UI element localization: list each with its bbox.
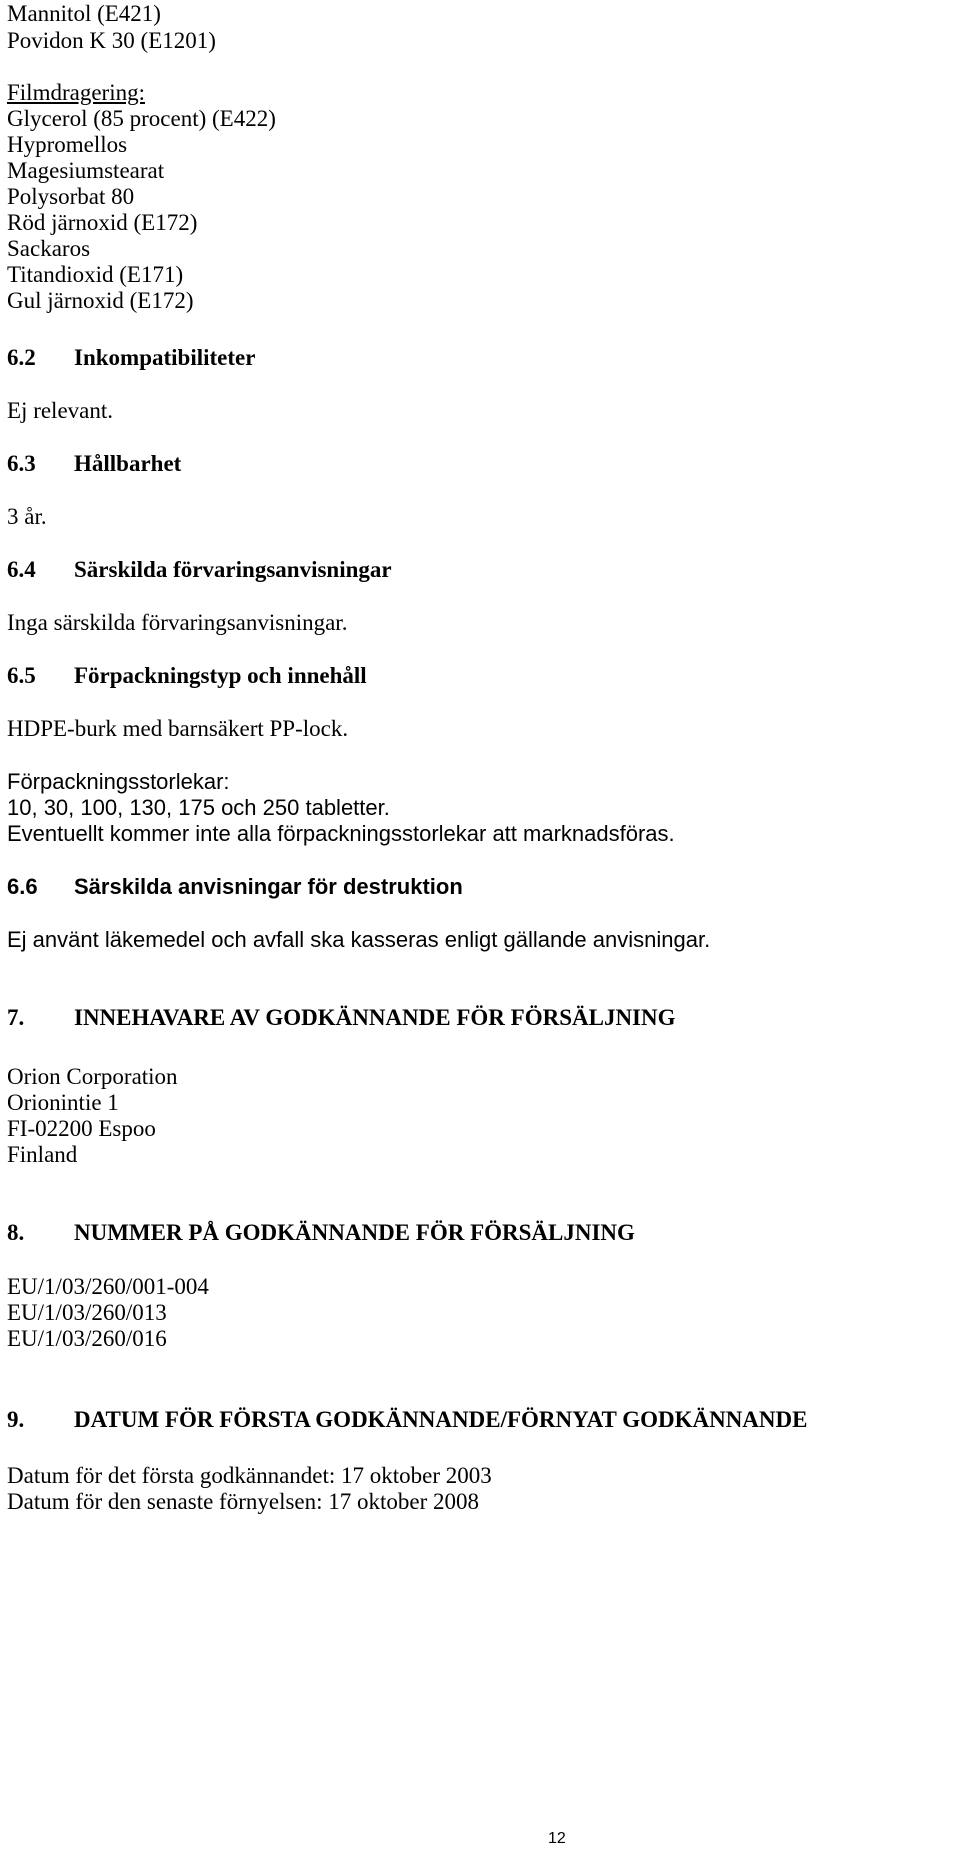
ingredient-line: Magesiumstearat	[7, 158, 165, 183]
pack-sizes-label: Förpackningsstorlekar:	[7, 769, 230, 794]
ingredient-line: Mannitol (E421)	[7, 1, 161, 26]
section-number: 6.5	[7, 663, 36, 688]
section-title: Särskilda anvisningar för destruktion	[74, 874, 463, 899]
address-line: Orionintie 1	[7, 1090, 119, 1115]
section-number: 6.3	[7, 451, 36, 476]
address-line: Orion Corporation	[7, 1064, 178, 1089]
section-body: Inga särskilda förvaringsanvisningar.	[7, 610, 348, 635]
page-number: 12	[548, 1830, 566, 1847]
section-title: Förpackningstyp och innehåll	[74, 663, 367, 688]
section-heading-6-4	[7, 556, 392, 584]
ingredient-line: Röd järnoxid (E172)	[7, 210, 198, 235]
section-title: DATUM FÖR FÖRSTA GODKÄNNANDE/FÖRNYAT GODKÄNNANDE	[74, 1407, 808, 1432]
ingredient-line: Polysorbat 80	[7, 184, 135, 209]
address-line: Finland	[7, 1142, 78, 1167]
section-body: HDPE-burk med barnsäkert PP-lock.	[7, 716, 349, 741]
authorisation-number: EU/1/03/260/016	[7, 1326, 167, 1351]
authorisation-number: EU/1/03/260/013	[7, 1300, 167, 1325]
section-heading-6-6	[7, 873, 463, 901]
section-number: 6.4	[7, 557, 36, 582]
section-heading-9	[7, 1406, 807, 1434]
section-title: Hållbarhet	[74, 451, 182, 476]
ingredient-line: Sackaros	[7, 236, 91, 261]
section-number: 9.	[7, 1407, 25, 1432]
section-number: 8.	[7, 1220, 25, 1245]
section-title: Inkompatibiliteter	[74, 345, 256, 370]
film-coating-label: Filmdragering:	[7, 80, 145, 105]
section-heading-6-2	[7, 344, 255, 372]
section-body: Ej använt läkemedel och avfall ska kasseras enligt gällande anvisningar.	[7, 927, 711, 952]
ingredient-line: Titandioxid (E171)	[7, 262, 184, 287]
section-heading-6-5	[7, 662, 367, 690]
date-line: Datum för den senaste förnyelsen: 17 oktober 2008	[7, 1489, 480, 1514]
ingredient-line: Hypromellos	[7, 132, 128, 157]
ingredient-line: Gul järnoxid (E172)	[7, 288, 194, 313]
address-line: FI-02200 Espoo	[7, 1116, 156, 1141]
ingredient-line: Glycerol (85 procent) (E422)	[7, 106, 276, 131]
section-title: NUMMER PÅ GODKÄNNANDE FÖR FÖRSÄLJNING	[74, 1220, 635, 1245]
section-number: 6.2	[7, 345, 36, 370]
section-heading-6-3	[7, 450, 181, 478]
section-body: 3 år.	[7, 504, 47, 529]
section-body: Ej relevant.	[7, 398, 114, 423]
authorisation-number: EU/1/03/260/001-004	[7, 1274, 209, 1299]
section-number: 7.	[7, 1005, 25, 1030]
pack-sizes: 10, 30, 100, 130, 175 och 250 tabletter.	[7, 795, 390, 820]
pack-sizes-note: Eventuellt kommer inte alla förpackningsstorlekar att marknadsföras.	[7, 821, 675, 846]
ingredient-line: Povidon K 30 (E1201)	[7, 28, 216, 53]
section-heading-7	[7, 1004, 676, 1032]
section-number: 6.6	[7, 874, 38, 899]
section-title: Särskilda förvaringsanvisningar	[74, 557, 392, 582]
section-title: INNEHAVARE AV GODKÄNNANDE FÖR FÖRSÄLJNING	[74, 1005, 676, 1030]
section-heading-8	[7, 1219, 635, 1247]
date-line: Datum för det första godkännandet: 17 oktober 2003	[7, 1463, 492, 1488]
